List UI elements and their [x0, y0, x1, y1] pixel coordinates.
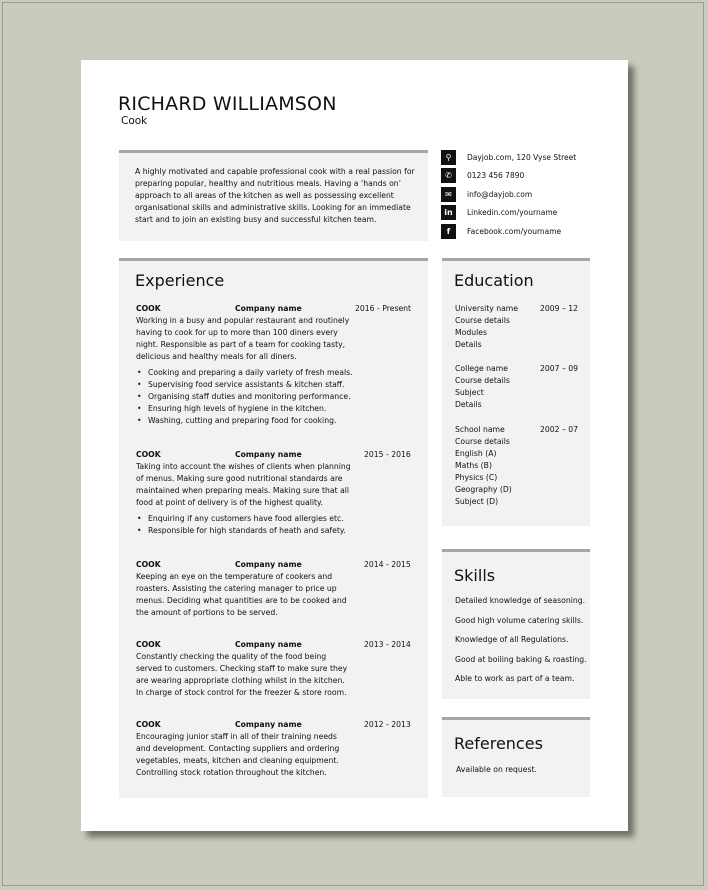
education-detail: English (A) [455, 449, 497, 458]
job-description: Keeping an eye on the temperature of cookers and roasters. Assisting the catering manager to price up menus. Deciding what quantities are to be cooked and the amount of portions to be served. [136, 572, 347, 617]
contact-row-email [441, 185, 576, 204]
job-description: Taking into account the wishes of clients when planning of menus. Making sure good nutritional standards are maintained when preparing meals. Making sure that all food at point of delivery is of the highest quality. [136, 462, 351, 507]
education-detail: Subject (D) [455, 497, 499, 506]
job-duty: • Washing, cutting and preparing food for cooking. [148, 415, 416, 427]
job-title: COOK [136, 450, 161, 459]
job-duty: • Organising staff duties and monitoring performance. [148, 391, 416, 403]
education-years: 2007 – 09 [540, 364, 579, 373]
education-detail: Subject [455, 388, 484, 397]
job-description: Constantly checking the quality of the food being served to customers. Checking staff to make sure they are wearing appropriate clothing whilst in the kitchen. In charge of stock control for the freezer & store room. [136, 652, 348, 697]
contact-row-facebook [441, 222, 576, 241]
job-description: Working in a busy and popular restaurant and routinely having to cook for up to more than 100 diners every night. Responsible as part of a team for cooking tasty, delicious and healthy meals for all diners. [136, 316, 350, 361]
job-company: Company name [235, 560, 302, 569]
skills-section [442, 549, 590, 699]
contact-linkedin: Linkedin.com/yourname [467, 208, 558, 218]
institution-name: College name [455, 364, 508, 373]
education-section [442, 258, 590, 526]
job-dates: 2015 - 2016 [364, 450, 411, 459]
job-title: COOK [136, 640, 161, 649]
job-entry [136, 559, 416, 619]
education-detail: Maths (B) [455, 461, 492, 470]
contact-row-address [441, 148, 576, 167]
experience-heading: Experience [135, 271, 225, 290]
job-duties [136, 367, 416, 427]
profile-summary [119, 150, 428, 241]
education-detail: Modules [455, 328, 487, 337]
job-dates: 2016 - Present [355, 304, 412, 313]
job-description: Encouraging junior staff in all of their training needs and development. Contacting suppliers and ordering vegetables, meats, kitchen and cleaning equipment. Controlling stock rotation throughout the kitchen. [136, 732, 340, 777]
job-title: COOK [136, 304, 161, 313]
education-entry [455, 303, 585, 351]
job-duties [136, 513, 416, 537]
education-years: 2002 – 07 [540, 425, 579, 434]
skill-item: Detailed knowledge of seasoning. [455, 596, 586, 605]
job-company: Company name [235, 640, 302, 649]
institution-name: University name [455, 304, 519, 313]
location-pin-icon: ⚲ [441, 150, 456, 165]
references-text: Available on request. [456, 765, 537, 774]
job-duty: • Cooking and preparing a daily variety of fresh meals. [148, 367, 416, 379]
job-duty: • Enquiring if any customers have food allergies etc. [148, 513, 416, 525]
skills-heading: Skills [454, 566, 496, 585]
linkedin-icon: in [441, 205, 456, 220]
job-dates: 2013 - 2014 [364, 640, 411, 649]
education-entry [455, 363, 585, 411]
job-entry [136, 449, 416, 537]
job-duty: • Supervising food service assistants & kitchen staff. [148, 379, 416, 391]
contact-row-linkedin [441, 204, 576, 223]
candidate-name: RICHARD WILLIAMSON [118, 93, 337, 115]
job-dates: 2014 - 2015 [364, 560, 411, 569]
education-years: 2009 – 12 [540, 304, 579, 313]
education-detail: Course details [455, 316, 510, 325]
skill-item: Able to work as part of a team. [455, 674, 575, 683]
job-title: COOK [136, 720, 161, 729]
references-section [442, 717, 590, 797]
experience-section [119, 258, 428, 798]
skill-item: Knowledge of all Regulations. [455, 635, 569, 644]
education-detail: Details [455, 400, 482, 409]
skill-item: Good high volume catering skills. [455, 616, 584, 625]
skill-item: Good at boiling baking & roasting. [455, 655, 587, 664]
job-dates: 2012 - 2013 [364, 720, 411, 729]
job-company: Company name [235, 720, 302, 729]
education-detail: Details [455, 340, 482, 349]
job-company: Company name [235, 450, 302, 459]
education-detail: Physics (C) [455, 473, 498, 482]
job-entry [136, 639, 416, 699]
education-entry [455, 424, 585, 508]
contact-list [441, 148, 576, 241]
contact-address: Dayjob.com, 120 Vyse Street [467, 152, 577, 162]
contact-row-phone [441, 167, 576, 186]
contact-facebook: Facebook.com/yourname [467, 226, 562, 236]
job-company: Company name [235, 304, 302, 313]
education-detail: Course details [455, 437, 510, 446]
phone-icon: ✆ [441, 168, 456, 183]
education-detail: Course details [455, 376, 510, 385]
references-heading: References [454, 734, 543, 753]
email-icon: ✉ [441, 187, 456, 202]
job-entry [136, 719, 416, 779]
job-entry [136, 303, 416, 427]
education-detail: Geography (D) [455, 485, 512, 494]
job-duty: • Responsible for high standards of heath and safety. [148, 525, 416, 537]
candidate-role: Cook [121, 115, 148, 127]
contact-email: info@dayjob.com [467, 189, 533, 199]
job-title: COOK [136, 560, 161, 569]
education-heading: Education [454, 271, 534, 290]
facebook-icon: f [441, 224, 456, 239]
job-duty: • Ensuring high levels of hygiene in the kitchen. [148, 403, 416, 415]
resume-page [81, 60, 628, 831]
profile-text: A highly motivated and capable professional cook with a real passion for preparing popular, healthy and nutritious meals. Having a ‘hands on’ approach to all areas of the kitchen as well as possessing excellent organisational skills and administrative skills. Looking for an immediate start and to join an existing busy and successful kitchen team. [135, 167, 415, 224]
contact-phone: 0123 456 7890 [467, 171, 525, 181]
institution-name: School name [455, 425, 505, 434]
